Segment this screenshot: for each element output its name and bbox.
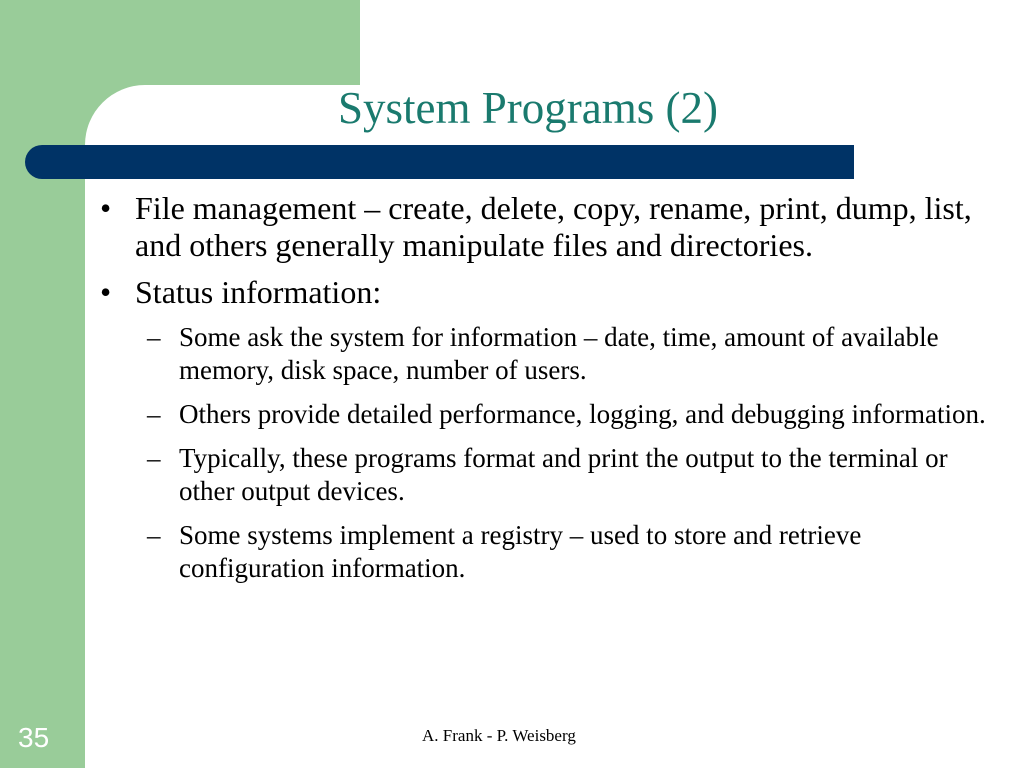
subbullet-format-output: [95, 442, 1005, 508]
subbullet-text: Some ask the system for information – date, time, amount of available memory, disk space, number of users.: [179, 322, 939, 385]
subbullet-performance-logging: [95, 398, 1005, 431]
subbullet-text: Typically, these programs format and print the output to the terminal or other output devices.: [179, 443, 948, 506]
subbullet-text: Some systems implement a registry – used to store and retrieve configuration information.: [179, 520, 862, 583]
bullet-status-information: [95, 274, 1005, 311]
subbullet-system-information: [95, 321, 1005, 387]
bullet-marker: •: [100, 274, 112, 310]
bullet-marker: •: [100, 190, 112, 226]
subbullet-text: Others provide detailed performance, logging, and debugging information.: [179, 399, 986, 429]
subbullet-registry: [95, 519, 1005, 585]
bullet-file-management: [95, 190, 1005, 264]
slide-title: System Programs (2): [338, 83, 718, 133]
title-underline-bar: [25, 145, 854, 179]
footer-authors: A. Frank - P. Weisberg: [422, 726, 576, 745]
dash-marker: –: [147, 443, 161, 473]
bullet-text: File management – create, delete, copy, rename, print, dump, list, and others generally manipulate files and directories.: [135, 190, 972, 263]
green-left-strip: [0, 0, 85, 768]
slide-body: [95, 190, 1005, 596]
bullet-text: Status information:: [135, 274, 382, 310]
slide-number: 35: [18, 722, 50, 753]
dash-marker: –: [147, 399, 161, 429]
dash-marker: –: [147, 520, 161, 550]
dash-marker: –: [147, 322, 161, 352]
